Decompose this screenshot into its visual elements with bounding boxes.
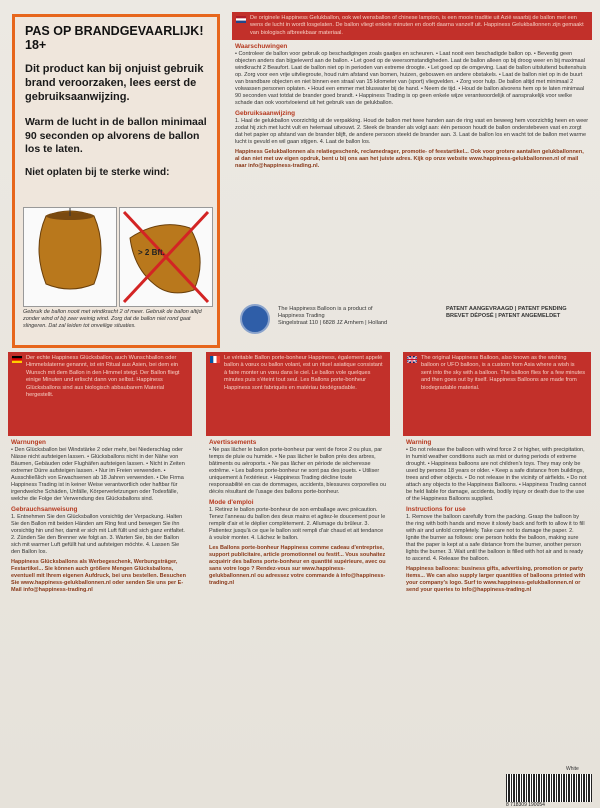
dutch-section (232, 12, 592, 170)
barcode-number: 8 718309 190054 (506, 802, 545, 808)
german-promo: Happiness Glücksballons als Werbegeschenk, Werbungsträger, Festartikel... Sie können auch größere Mengen Glücksballons, eventuell mit Ihrem eigenen Aufdruck, bei uns bestellen. Besuchen Sie www.happiness-gelukballonnen.nl oder senden Sie uns per E-Mail info@happiness-trading.nl (11, 559, 186, 593)
france-flag-icon (210, 356, 220, 363)
german-intro-bar (8, 352, 192, 436)
balloon-windy-diagram (119, 207, 213, 307)
dutch-promo: Happiness Gelukballonnen als relatiegeschenk, reclamedrager, promotie- of feestartikel... Ook voor grotere aantallen gelukballonnen, al dan niet met uw eigen opdruk, bent u bij ons aan het juiste adres. Kijk op onze website www.happiness-gelukballonnen.nl of mail naar info@happiness-trading.nl. (235, 149, 584, 170)
german-instructions: 1. Entnehmen Sie den Glücksballon vorsichtig der Verpackung. Halten Sie den Ballon mit beiden Händen am Ring fest und bewegen Sie ihn vorsichtig hin und her, damit er sich mit Luft füllt und sich ganz entfaltet. 2. Zünden Sie den Brenner wie folgt an. 3. Warten Sie, bis der Ballon sich mit warmer Luft gefüllt hat und aufsteigen möchte. 4. Lassen Sie den Ballon los. (11, 514, 185, 555)
french-instructions-title: Mode d'emploi (209, 499, 254, 506)
french-intro: Le véritable Ballon porte-bonheur Happiness, également appelé ballon à vœux ou ballon volant, est un rituel asiatique consistant à faire monter un vœu dans le ciel. Le ballon vole quelques minutes puis s'éteint tout seul. Les Ballons porte-bonheur Happiness sont fabriqués en matériau biodégradable. (224, 355, 383, 391)
dutch-intro: De originele Happiness Gelukballon, ook wel wensballon of chinese lampion, is een mooie traditie uit Azië waarbij de ballon met een wens de lucht in wordt losgelaten. De ballon vliegt enkele minuten en dooft daarna vanzelf uit. Happiness Gelukballonnen zijn gemaakt van biologisch afbreekbaar materiaal. (250, 15, 584, 36)
germany-flag-icon (12, 356, 22, 363)
english-section (403, 352, 591, 594)
company-address: The Happiness Balloon is a product of Happiness Trading Singelstraat 110 | 6828 JZ Arnhem | Holland (278, 306, 388, 327)
english-intro: The original Happiness Balloon, also known as the wishing balloon or UFO balloon, is a custom from Asia where a wish is sent into the sky with a balloon. The balloon flies for a few minutes and then goes out by itself. Happiness Balloons are made from biodegradable material. (421, 355, 586, 391)
barcode (506, 774, 592, 802)
english-promo: Happiness balloons: business gifts, advertising, promotion or party items... We can also supply larger quantities of balloons printed with your company's logo. Surf to www.happiness-gelukballonnen.nl or send your queries to info@happiness-trading.nl (406, 566, 586, 593)
english-instructions: 1. Remove the balloon carefully from the packing. Grasp the balloon by the ring with both hands and move it slowly back and forth to allow it to fill with air and unfold completely. Take care not to damage the paper. 2. Ignite the burner as follows: one person holds the balloon, making sure that the paper is kept at a safe distance from the burner, another person lights the burner. 3. Wait until the balloon is filled with hot air and is ready to ascend. 4. Release the balloon. (406, 514, 585, 562)
company-row (232, 300, 592, 338)
english-intro-bar (403, 352, 591, 436)
balloon-upright-diagram (23, 207, 117, 307)
balloon-upright-icon (24, 208, 116, 306)
dutch-warnings-title: Waarschuwingen (235, 43, 288, 51)
german-warnings-title: Warnungen (11, 439, 46, 446)
dutch-intro-bar (232, 12, 592, 40)
dutch-warnings: • Controleer de ballon voor gebruik op beschadigingen zoals gaatjes en scheuren. • Laat nooit een beschadigde ballon op. • Bevestig geen objecten anders dan bijgeleverd aan de ballon. • Let goed op de weersomstandigheden. Laat de ballon alleen op bij droog weer en bij maximaal windkracht 2 Beaufort. Laat de ballon niet op in perioden van extreme droogte. • Let goed op de omgeving. Laat de ballon uitsluitend buitenshuis op. Zorg voor een vrije uitvliegroute, houd ruim afstand van bomen, huizen, gebouwen en andere obstakels. • Laat de ballon niet op in de buurt van brandbare objecten en niet binnen een straal van 15 kilometer van (sport) vliegvelden. • Zorg voor hulp. De ballon altijd met minimaal 2 volwassen personen oplaten. • Houd een emmer met bluswater bij de hand. • Neem de tijd. • Houd de ballon alvorens hem op te laten minimaal 90 seconden vast totdat de brander goed brandt. • Happiness Trading is op geen enkele wijze verantwoordelijk of aansprakelijk voor welke schade dan ook voortvloeiend uit het gebruik van de gelukballon. (235, 51, 587, 107)
fire-warning-box (12, 14, 220, 348)
french-warnings: • Ne pas lâcher le ballon porte-bonheur par vent de force 2 ou plus, par temps de pluie ou humide. • Ne pas lâcher le ballon près des arbres, bâtiments ou aéroports. • Ne pas lâcher en période de sécheresse extrême. • Les ballons porte-bonheur ne sont pas des jouets. • Utiliser uniquement à l'extérieur. • Happiness Trading décline toute responsabilité en cas de dommages, accidents, blessures corporelles ou décès résultant de l'usage des ballons porte-bonheur. (209, 447, 387, 495)
balloon-tilted-icon (120, 208, 212, 306)
color-label: White (566, 766, 579, 772)
french-section (206, 352, 390, 587)
warning-lead: Dit product kan bij onjuist gebruik brand veroorzaken, lees eerst de gebruiksaanwijzing. (25, 63, 204, 103)
english-instructions-title: Instructions for use (406, 506, 466, 513)
uk-flag-icon (407, 356, 417, 363)
warning-title: PAS OP BRANDGEVAARLIJK! 18+ (25, 24, 204, 52)
german-warnings: • Den Glücksballon bei Windstärke 2 oder mehr, bei Niederschlag oder Nässe nicht aufsteigen lassen. • Glücksballons nicht in der Nähe von Bäumen, Gebäuden oder Flughäfen aufsteigen lassen. • Nicht in Zeiten extremer Dürre aufsteigen lassen. • Nur im Freien verwenden. • Ausschließlich von Erwachsenen ab 18 Jahren verwenden. • Die Firma Happiness Trading ist in keiner Weise verantwortlich oder haftbar für irgendwelche Schäden, Unfälle, Körperverletzungen oder Todesfälle, welche die Folge der Verwendung des Glücksballons sind. (11, 447, 185, 502)
dutch-instructions-title: Gebruiksaanwijzing (235, 110, 296, 118)
french-instructions: 1. Retirez le ballon porte-bonheur de son emballage avec précaution. Tenez l'anneau du ballon des deux mains et agitez-le doucement pour le remplir d'air et le déplier complètement. 2. Allumage du brûleur. 3. Patientez jusqu'à ce que le ballon soit rempli d'air chaud et ait tendance à vouloir monter. 4. Lâchez le ballon. (209, 507, 386, 541)
french-warnings-title: Avertissements (209, 439, 257, 446)
english-warnings-title: Warning (406, 439, 432, 446)
wind-force-label: > 2 Bft. (138, 248, 165, 257)
french-promo: Les Ballons porte-bonheur Happiness comme cadeau d'entreprise, support publicitaire, article promotionnel ou festif... Vous souhaitez acquérir des ballons porte-bonheur en quantité supérieure, avec ou sans votre logo ? Rendez-vous sur www.happiness-gelukballonnen.nl ou adressez votre commande à info@happiness-trading.nl (209, 545, 386, 586)
warning-wind: Niet oplaten bij te sterke wind: (25, 166, 170, 178)
happiness-logo-icon (240, 304, 270, 334)
french-intro-bar (206, 352, 390, 436)
german-section (8, 352, 192, 594)
warning-preheat: Warm de lucht in de ballon minimaal 90 seconden op alvorens de ballon los te laten. (25, 116, 207, 155)
german-intro: Der echte Happiness Glücksballon, auch Wunschballon oder Himmelslaterne genannt, ist ein Ritual aus Asien, bei dem ein Wunsch mit dem Ballon in den Himmel steigt. Der Ballon fliegt einige Minuten und erlischt dann von selbst. Happiness Glücksballons sind aus biologisch abbaubarem Material hergestellt. (26, 355, 180, 399)
dutch-instructions: 1. Haal de gelukballon voorzichtig uit de verpakking. Houd de ballon met twee handen aan de ring vast en beweeg hem voorzichtig heen en weer zodat hij zich met lucht vult en helemaal uitvouwt. 2. Steek de brander als volgt aan: één persoon houdt de ballon onderstebeven vast en zorgt dat het papier op afstand van de brander blijft, de andere persoon steekt de brander aan. 3. Laat de ballon los en wacht tot de ballon met warme lucht is gevuld en wil gaan stijgen. 4. Laat de ballon los. (235, 118, 589, 146)
netherlands-flag-icon (236, 16, 246, 23)
patent-notice: PATENT AANGEVRAAGD | PATENT PENDING BREVET DÉPOSÉ | PATENT ANGEMELDET (446, 306, 567, 320)
german-instructions-title: Gebrauchsanweisung (11, 506, 78, 513)
wind-caption: Gebruik de ballon nooit met windkracht 2 of meer. Gebruik de ballon altijd zonder wind of bij zeer weinig wind. Zorg dat de ballon niet rond gaat slingeren. Dat zal leiden tot onveilige situaties. (23, 309, 202, 329)
english-warnings: • Do not release the balloon with wind force 2 or higher, with precipitation, in humid weather conditions such as mist or during periods of extreme drought. • Happiness balloons are not children's toys. They may only be used by persons 18 years or older. • Keep a safe distance from buildings, trees and other objects. • Do not release in the vicinity of airfields. • Do not attach any objects to the Happiness Balloons. • Happiness Trading cannot be held liable for damage, accidents, bodily injury or death due to the use of the Happiness Balloons supplied. (406, 447, 587, 502)
